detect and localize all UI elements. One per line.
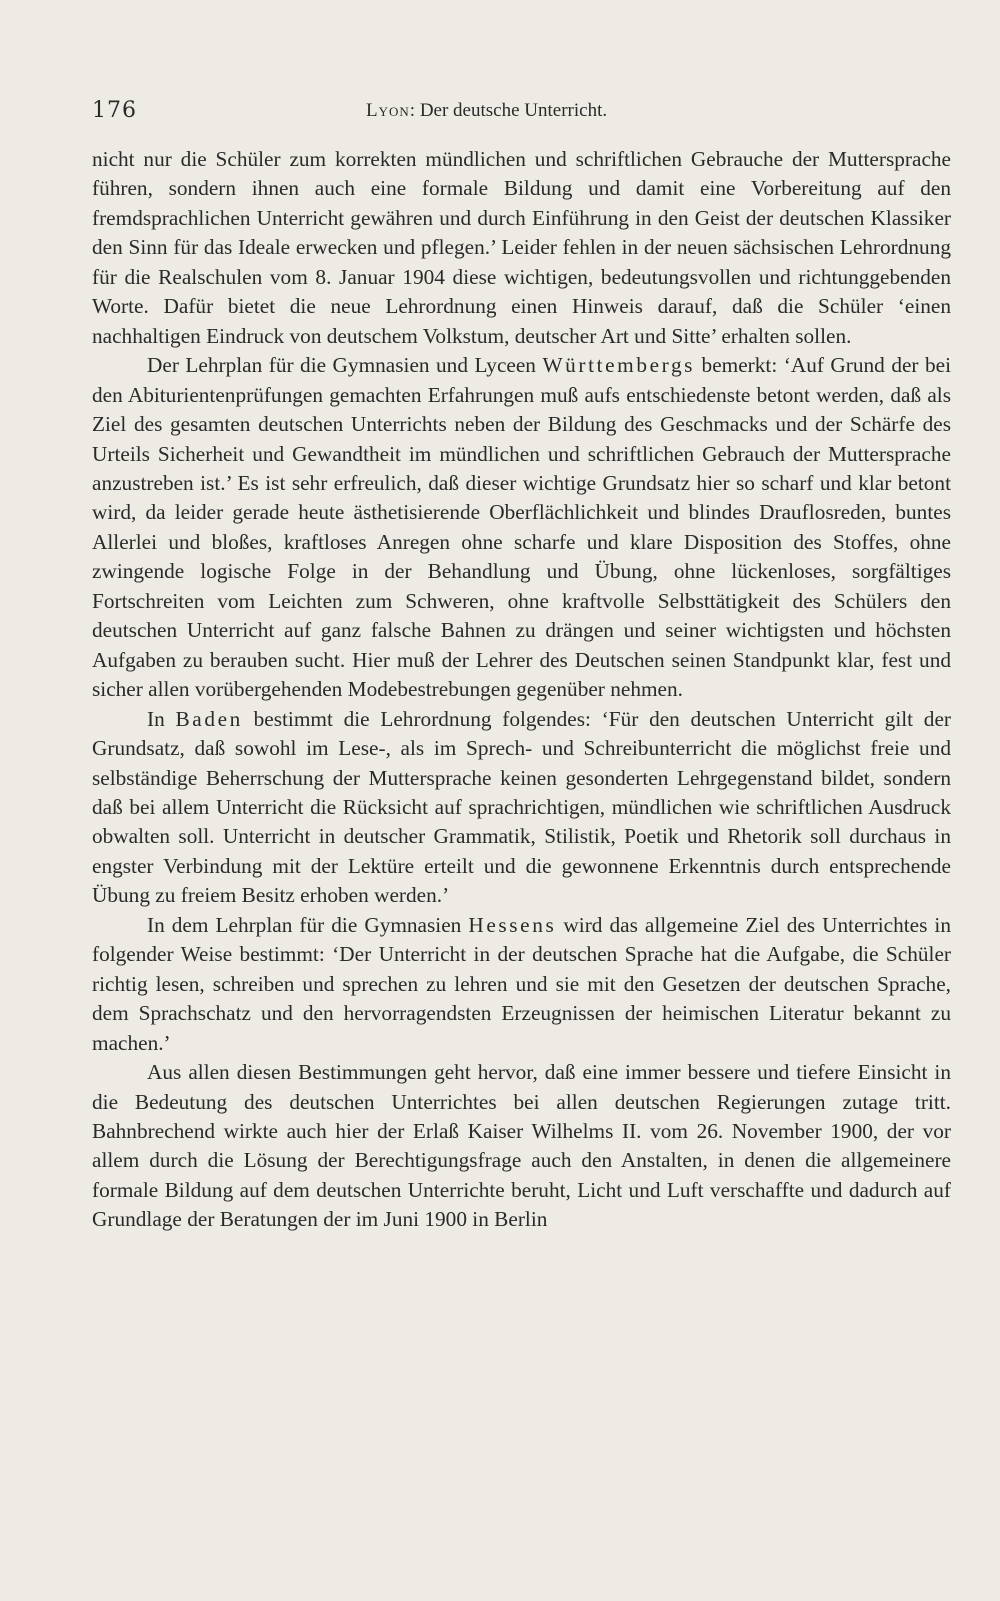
paragraph: [92, 351, 951, 704]
text-run: In dem Lehrplan für die Gymnasien: [147, 912, 469, 937]
text-run: In: [147, 706, 176, 731]
continuation-paragraph: [92, 145, 951, 351]
text-run: Der Lehrplan für die Gymnasien und Lyceen: [147, 353, 543, 378]
spaced-name: Hessens: [468, 912, 557, 937]
running-head-title: Der deutsche Unterricht.: [419, 100, 608, 121]
paragraph: [92, 1058, 951, 1235]
page-header: [92, 98, 952, 132]
text-run: Aus allen diesen Bestimmungen geht hervor, daß eine immer bessere und tiefere Einsicht in die Bedeutung des deutschen Unterrichtes bei allen deutschen Regierungen zutage tritt. Bahnbrechend wirkte auch hier der Erlaß Kaiser Wilhelms II. vom 26. November 1900, der vor allem durch die Lösung der Berechtigungsfrage auch den Anstalten, in denen die allgemeinere formale Bildung auf dem deutschen Unterrichte beruht, Licht und Luft verschaffte und dadurch auf Grundlage der Beratungen der im Juni 1900 in Berlin: [92, 1060, 951, 1232]
running-head-separator: :: [409, 100, 420, 121]
paragraph: [92, 911, 951, 1058]
paragraph: [92, 705, 951, 911]
body-text: [92, 145, 951, 1235]
text-run: wird das allgemeine Ziel des Unterrichtes in folgender Weise bestimmt: ‘Der Unterricht in der deutschen Sprache hat die Aufgabe, die Schüler richtig lesen, schreiben und sprechen zu lehren und sie mit den Gesetzen der deutschen Sprache, dem Sprachschatz und den hervorragendsten Erzeugnissen der heimischen Literatur bekannt zu machen.’: [92, 912, 951, 1055]
running-head-author: Lyon: [366, 100, 410, 121]
text-run: bestimmt die Lehrordnung folgendes: ‘Für den deutschen Unterricht gilt der Grundsatz, daß sowohl im Lese-, als im Sprech- und Schreibunterricht die möglichst freie und selbständige Beherrschung der Muttersprache keinen gesonderten Lehrgegenstand bildet, sondern daß bei allem Unterricht die Rücksicht auf sprachrichtigen, mündlichen wie schriftlichen Ausdruck obwalten soll. Unterricht in deutscher Grammatik, Stilistik, Poetik und Rhetorik soll durchaus in engster Verbindung mit der Lektüre erteilt und die gewonnene Erkenntnis durch entsprechende Übung zu freiem Besitz erhoben werden.’: [92, 706, 951, 908]
spaced-name: Württembergs: [542, 353, 696, 378]
running-head: [366, 100, 607, 122]
spaced-name: Baden: [175, 706, 243, 731]
page-number: 176: [92, 98, 137, 123]
text-run: nicht nur die Schüler zum korrekten mündlichen und schriftlichen Gebrauche der Muttersprache führen, sondern ihnen auch eine formale Bildung und damit eine Vorbereitung auf den fremdsprachlichen Unterricht gewähren und durch Einführung in den Geist der deutschen Klassiker den Sinn für das Ideale erwecken und pflegen.’ Leider fehlen in der neuen sächsischen Lehrordnung für die Realschulen vom 8. Januar 1904 diese wichtigen, bedeutungsvollen und richtunggebenden Worte. Dafür bietet die neue Lehrordnung einen Hinweis darauf, daß die Schüler ‘einen nachhaltigen Eindruck von deutschem Volkstum, deutscher Art und Sitte’ erhalten sollen.: [92, 147, 951, 348]
text-run: bemerkt: ‘Auf Grund der bei den Abiturientenprüfungen gemachten Erfahrungen muß aufs entschiedenste betont werden, daß als Ziel des gesamten deutschen Unterrichts neben der Bildung des Geschmacks und der Schärfe des Urteils Sicherheit und Gewandtheit im mündlichen und schriftlichen Gebrauch der Muttersprache anzustreben ist.’ Es ist sehr erfreulich, daß dieser wichtige Grundsatz hier so scharf und klar betont wird, da leider gerade heute ästhetisierende Oberflächlichkeit und blindes Drauflosreden, buntes Allerlei und bloßes, kraftloses Anregen ohne scharfe und klare Disposition des Stoffes, ohne zwingende logische Folge in der Behandlung und Übung, ohne lückenloses, sorgfältiges Fortschreiten vom Leichten zum Schweren, ohne kraftvolle Selbsttätigkeit des Schülers den deutschen Unterricht auf ganz falsche Bahnen zu drängen und seiner wichtigsten und höchsten Aufgaben zu berauben sucht. Hier muß der Lehrer des Deutschen seinen Standpunkt klar, fest und sicher allen vorübergehenden Modebestrebungen gegenüber nehmen.: [92, 353, 952, 702]
